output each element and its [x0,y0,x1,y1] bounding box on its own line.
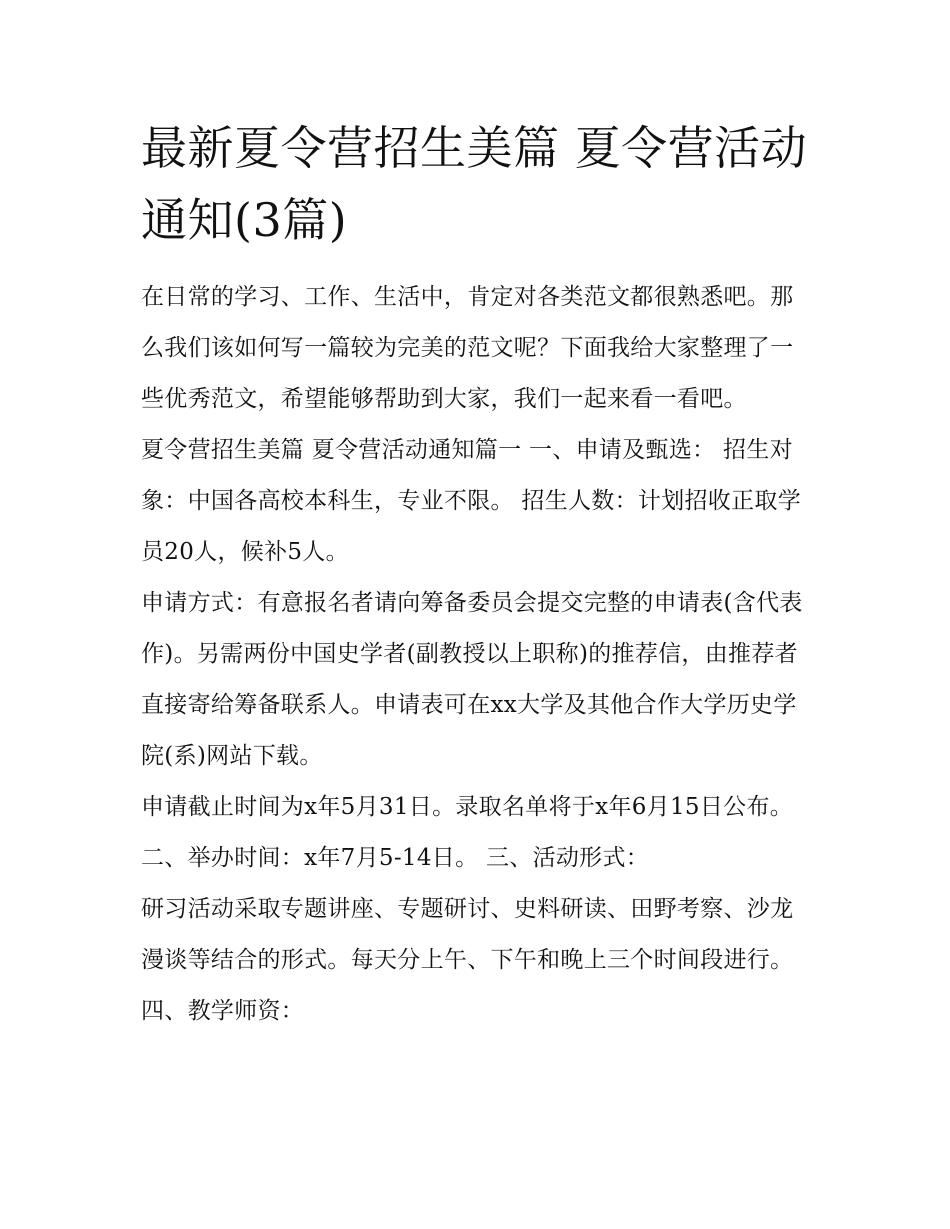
document-title: 最新夏令营招生美篇 夏令营活动通知(3篇) [141,121,808,247]
title-block [141,112,813,256]
intro-paragraph: 在日常的学习、工作、生活中，肯定对各类范文都很熟悉吧。那么我们该如何写一篇较为完美的范文呢？下面我给大家整理了一些优秀范文，希望能够帮助到大家，我们一起来看一看吧。 [141,284,794,412]
section-one-paragraph: 夏令营招生美篇 夏令营活动通知篇一 一、申请及甄选： 招生对象：中国各高校本科生，专业不限。 招生人数：计划招收正取学员20人，候补5人。 [141,437,802,565]
deadline-paragraph: 申请截止时间为x年5月31日。录取名单将于x年6月15日公布。 二、举办时间：x年7月5-14日。 三、活动形式： [141,794,794,871]
document-body [141,112,813,1037]
application-method-paragraph: 申请方式：有意报名者请向筹备委员会提交完整的申请表(含代表作)。另需两份中国史学者(副教授以上职称)的推荐信，由推荐者直接寄给筹备联系人。申请表可在xx大学及其他合作大学历史学院(系)网站下载。 [141,590,803,769]
activity-format-paragraph: 研习活动采取专题讲座、专题研讨、史料研读、田野考察、沙龙漫谈等结合的形式。每天分上午、下午和晚上三个时间段进行。 四、教学师资： [141,896,794,1024]
